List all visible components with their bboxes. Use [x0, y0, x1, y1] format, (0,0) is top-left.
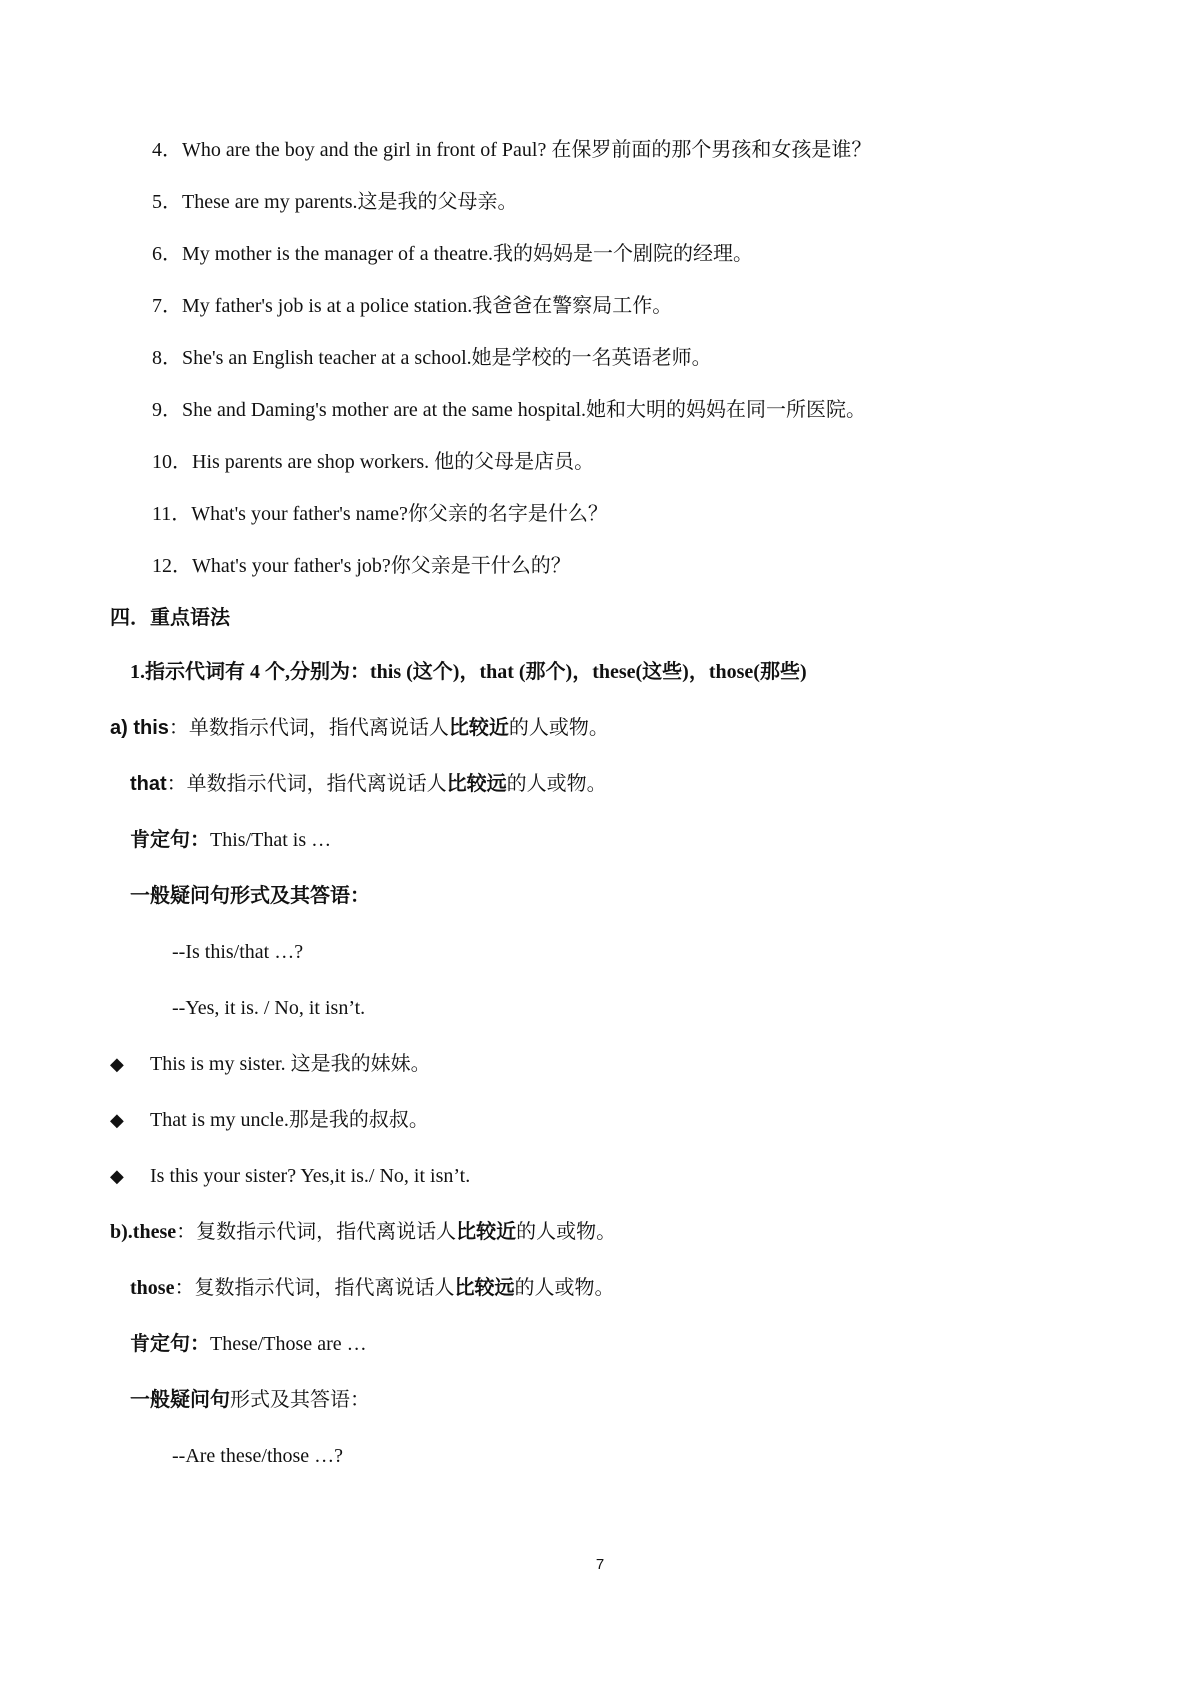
- sentence-10: 10．His parents are shop workers. 他的父母是店员。: [152, 451, 595, 473]
- this-definition: a) this：单数指示代词，指代离说话人比较近的人或物。: [110, 717, 609, 739]
- diamond-icon: ◆: [110, 1110, 124, 1130]
- sentence-8: 8．She's an English teacher at a school.她是学校的一名英语老师。: [152, 347, 712, 369]
- these-those-question: --Are these/those …?: [172, 1445, 344, 1467]
- grammar-title: 1.指示代词有 4 个,分别为：this (这个)，that (那个)，these(这些)，those(那些): [130, 661, 807, 683]
- this-that-question: --Is this/that …?: [172, 941, 304, 963]
- example-bullet: ◆ Is this your sister? Yes,it is./ No, it isn’t.: [110, 1162, 470, 1190]
- diamond-icon: ◆: [110, 1054, 124, 1074]
- sentence-11: 11．What's your father's name?你父亲的名字是什么？: [152, 503, 608, 525]
- sentence-4: 4．Who are the boy and the girl in front of Paul? 在保罗前面的那个男孩和女孩是谁？: [152, 139, 872, 161]
- page-number: 7: [595, 1556, 605, 1573]
- sentence-12: 12．What's your father's job?你父亲是干什么的？: [152, 555, 571, 577]
- that-definition: that：单数指示代词，指代离说话人比较远的人或物。: [130, 773, 607, 795]
- this-that-answer: --Yes, it is. / No, it isn’t.: [172, 997, 366, 1019]
- section-heading: 四．重点语法: [110, 607, 230, 629]
- diamond-icon: ◆: [110, 1166, 124, 1186]
- these-definition: b).these：复数指示代词，指代离说话人比较近的人或物。: [110, 1221, 617, 1243]
- this-that-affirmative: 肯定句：This/That is …: [130, 829, 332, 851]
- these-those-question-heading: 一般疑问句形式及其答语：: [130, 1389, 370, 1411]
- sentence-9: 9．She and Daming's mother are at the same hospital.她和大明的妈妈在同一所医院。: [152, 399, 867, 421]
- example-bullet: ◆ That is my uncle.那是我的叔叔。: [110, 1106, 429, 1134]
- these-those-affirmative: 肯定句：These/Those are …: [130, 1333, 367, 1355]
- this-that-question-heading: 一般疑问句形式及其答语：: [130, 885, 370, 907]
- those-definition: those：复数指示代词，指代离说话人比较远的人或物。: [130, 1277, 615, 1299]
- sentence-7: 7．My father's job is at a police station.我爸爸在警察局工作。: [152, 295, 673, 317]
- sentence-5: 5．These are my parents.这是我的父母亲。: [152, 191, 518, 213]
- example-bullet: ◆ This is my sister. 这是我的妹妹。: [110, 1050, 431, 1078]
- sentence-6: 6．My mother is the manager of a theatre.我的妈妈是一个剧院的经理。: [152, 243, 753, 265]
